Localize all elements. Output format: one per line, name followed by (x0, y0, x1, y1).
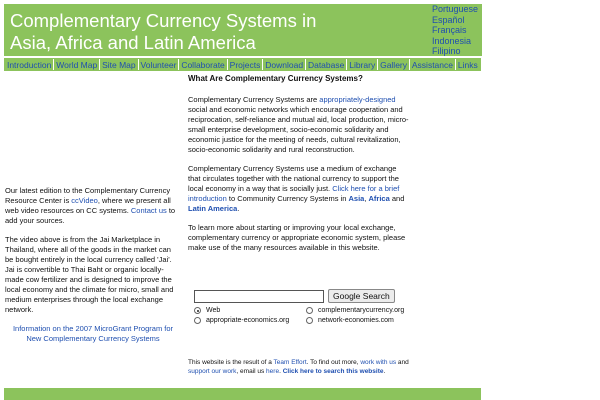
main-content (188, 74, 410, 262)
language-indonesia[interactable]: Indonesia (432, 35, 472, 46)
scope-web[interactable]: Web (194, 307, 306, 314)
nav-divider (99, 59, 100, 70)
microgrant-link[interactable]: Information on the 2007 MicroGrant Program for New Complementary Currency Systems (12, 324, 174, 343)
search-scope-options (194, 307, 414, 324)
medium-of-exchange-paragraph: Complementary Currency Systems use a medium of exchange that circulates together with the national currency to support the local economy in a way that is socially just. Click here for a brief introduction to Community Currency Systems in Asia, Africa and Latin America. (188, 164, 405, 213)
search-input[interactable] (194, 290, 324, 303)
radio-icon[interactable] (194, 317, 201, 324)
search-website-link[interactable]: Click here to search this website (282, 368, 384, 375)
nav-divider (53, 59, 54, 70)
site-title-line2: Asia, Africa and Latin America (10, 32, 256, 53)
language-menu (430, 4, 482, 56)
language-filipino[interactable]: Filipino (432, 46, 461, 56)
learn-more-paragraph: To learn more about starting or improving your local exchange, complementary currency or appropriate economic system, please make use of the many resources available in this website. (188, 223, 406, 252)
google-search-button[interactable]: Google Search (328, 289, 395, 303)
footer-text: This website is the result of a Team Effort. To find out more, work with us and support our work, email us here. Click here to search this website. (188, 359, 409, 375)
google-search-form (194, 289, 414, 324)
africa-link[interactable]: Africa (368, 194, 390, 203)
ccvideo-link[interactable]: ccVideo (71, 196, 98, 205)
nav-assistance[interactable]: Assistance (411, 59, 453, 70)
support-our-work-link[interactable]: support our work (188, 368, 237, 375)
ccvideo-paragraph: Our latest edition to the Complementary Currency Resource Center is ccVideo, where we present all web video resources on CC systems. Contact us to add your sources. (5, 186, 176, 225)
footer-bar (4, 388, 481, 400)
nav-links[interactable]: Links (457, 59, 478, 70)
team-effort-link[interactable]: Team Effort (273, 359, 307, 366)
nav-divider (377, 59, 378, 70)
nav-divider (227, 59, 228, 70)
email-here-link[interactable]: here (266, 368, 280, 375)
nav-volunteer[interactable]: Volunteer (140, 59, 177, 70)
nav-site-map[interactable]: Site Map (102, 59, 136, 70)
left-column (5, 186, 181, 353)
main-nav (4, 58, 481, 71)
intro-paragraph: Complementary Currency Systems are appropriately-designed social and economic networks which encourage cooperation and reciprocation, self-reliance and mutual aid, local production, micro-small enterprise development, socio-economic solidarity and economic justice for the meeting of needs, cultural revitalization, socio-economic solidarity and rural reconstruction. (188, 95, 409, 154)
site-title (10, 10, 316, 54)
work-with-us-link[interactable]: work with us (360, 359, 397, 366)
nav-gallery[interactable]: Gallery (380, 59, 408, 70)
scope-network-economies[interactable]: network-economies.com (306, 317, 418, 324)
nav-divider (346, 59, 347, 70)
microgrant-paragraph (5, 324, 181, 344)
nav-library[interactable]: Library (349, 59, 376, 70)
language-espanol[interactable]: Español (432, 14, 465, 25)
nav-download[interactable]: Download (265, 59, 304, 70)
appropriately-designed-link[interactable]: appropriately-designed (319, 95, 396, 104)
nav-world-map[interactable]: World Map (56, 59, 98, 70)
language-portuguese[interactable]: Portuguese (432, 4, 479, 14)
site-title-line1: Complementary Currency Systems in (10, 10, 317, 31)
scope-complementarycurrency[interactable]: complementarycurrency.org (306, 307, 418, 314)
site-header (4, 4, 481, 56)
jai-video-paragraph: The video above is from the Jai Marketplace in Thailand, where all of the goods in the market can be bought entirely in the local currency called 'Jai'. Jai is convertible to Thai Baht or organic locally-made cow fertilizer and is designed to improve the local economy and the climate for micro, small and medium enterprises through the local exchange network. (5, 235, 174, 314)
contact-us-link[interactable]: Contact us (130, 206, 167, 215)
radio-icon[interactable] (306, 317, 313, 324)
nav-divider (262, 59, 263, 70)
nav-divider (455, 59, 456, 70)
nav-collaborate[interactable]: Collaborate (181, 59, 225, 70)
page-heading: What Are Complementary Currency Systems? (188, 74, 363, 83)
nav-divider (138, 59, 139, 70)
radio-icon[interactable] (306, 307, 313, 314)
nav-divider (305, 59, 306, 70)
radio-selected-icon[interactable] (194, 307, 201, 314)
asia-link[interactable]: Asia (348, 194, 365, 203)
brief-introduction-link[interactable]: Click here for a brief introduction (188, 184, 400, 203)
nav-divider (409, 59, 410, 70)
scope-appropriate-economics[interactable]: appropriate-economics.org (194, 317, 306, 324)
nav-introduction[interactable]: Introduction (6, 59, 52, 70)
latin-america-link[interactable]: Latin America (188, 204, 238, 213)
language-francais[interactable]: Français (432, 25, 467, 35)
nav-database[interactable]: Database (307, 59, 345, 70)
nav-divider (178, 59, 179, 70)
nav-projects[interactable]: Projects (229, 59, 261, 70)
